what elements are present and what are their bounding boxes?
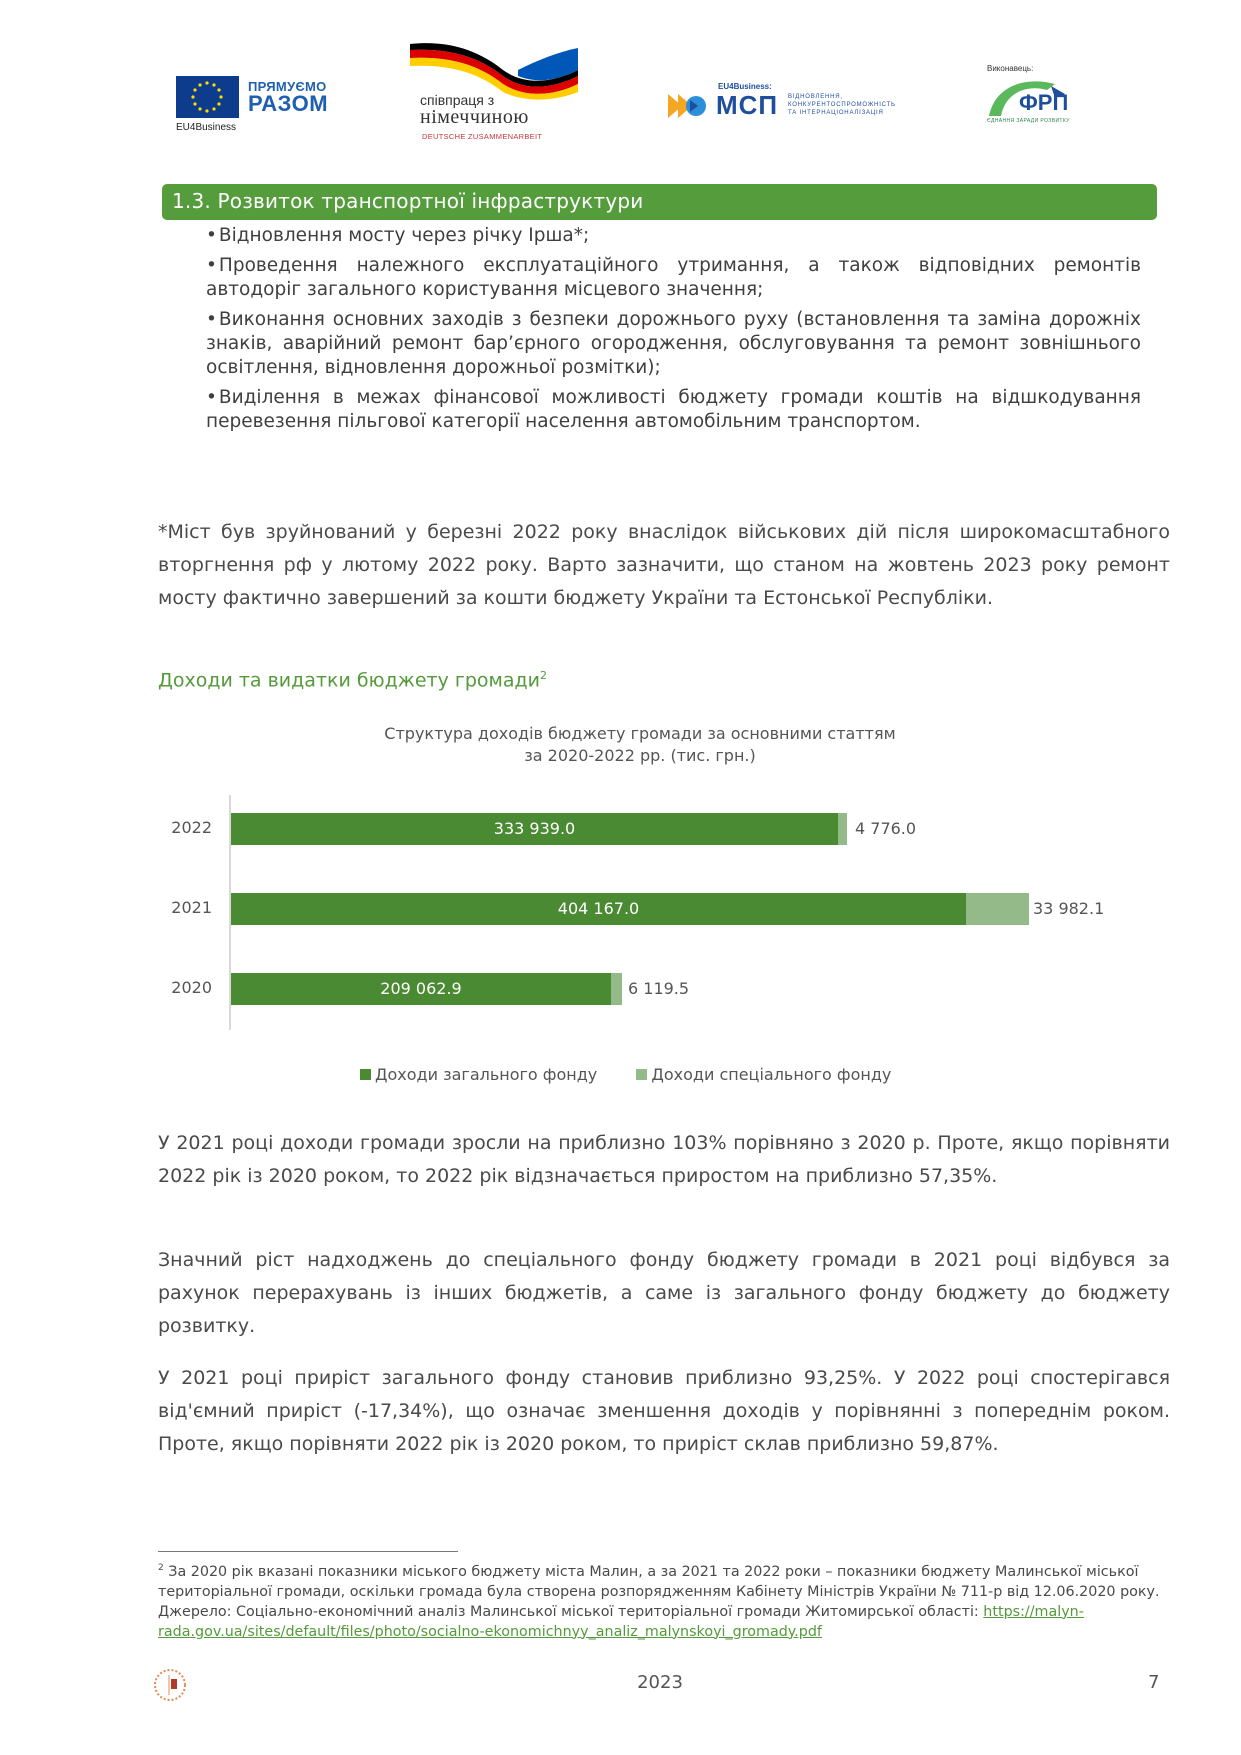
legend-entry-general — [360, 1065, 597, 1084]
page-number: 7 — [1148, 1672, 1160, 1693]
bar-2020-special-fund — [611, 973, 622, 1005]
eu-logo-line2: РАЗОМ — [248, 91, 329, 116]
bar-value-label: 333 939.0 — [493, 819, 576, 838]
legend-swatch-icon — [636, 1069, 647, 1080]
msp-eu-label: EU4Business: — [718, 82, 772, 91]
eu4business-logo — [176, 76, 396, 136]
bar-2022-general-fund — [231, 813, 838, 845]
legend-label: Доходи загального фонду — [375, 1065, 598, 1084]
list-item: • Проведення належного експлуатаційного утримання, а також відповідних ремонтів автодоріг загального користування місцевого значення; — [206, 254, 1141, 302]
bullet-list — [206, 224, 1141, 440]
frp-logo — [985, 64, 1095, 134]
bar-2022-special-fund — [838, 813, 847, 845]
footnote-divider — [158, 1551, 458, 1552]
eu-flag-icon — [176, 76, 239, 118]
bar-2022-special-label: 4 776.0 — [855, 819, 917, 838]
analysis-paragraph-2: Значний ріст надходжень до спеціального фонду бюджету громади в 2021 році відбувся за рахунок перерахувань із інших бюджетів, а саме із загального фонду бюджету до бюджету розвитку. — [158, 1249, 1170, 1337]
category-label-2021: 2021 — [171, 898, 212, 917]
flag-ribbon-icon — [408, 40, 583, 100]
eu-logo-sub: EU4Business — [176, 122, 237, 133]
msp-arrow-icon — [668, 92, 708, 120]
footnote-number: 2 — [158, 1563, 164, 1573]
analysis-paragraph-1: У 2021 році доходи громади зросли на приблизно 103% порівняно з 2020 р. Проте, якщо порівняти 2022 рік із 2020 роком, то 2022 рік відзначається приростом на приблизно 57,35%. — [158, 1132, 1170, 1187]
msp-logo — [668, 80, 908, 125]
budget-subheading — [158, 669, 547, 691]
legend-entry-special — [636, 1065, 891, 1084]
footnote-text: За 2020 рік вказані показники міського бюджету міста Малин, а за 2021 та 2022 роки – показники бюджету Малинської міської територіальної громади, оскільки громада була створена розпорядженням Кабінету Міністрів України № 711-р від 12.06.2020 року. Джерело: Соціально-економічний аналіз Малинської міської територіальної громади Житомирської області: — [158, 1563, 1160, 1620]
list-item: • Відновлення мосту через річку Ірша*; — [206, 224, 1141, 248]
footnote — [158, 1558, 1168, 1642]
legend-swatch-icon — [360, 1069, 371, 1080]
chart-title-line2: за 2020-2022 рр. (тис. грн.) — [524, 746, 756, 765]
eu-logo-line1: ПРЯМУЄМО — [248, 79, 327, 94]
category-label-2022: 2022 — [171, 818, 212, 837]
german-cooperation-logo — [408, 40, 583, 140]
msp-desc-line1: ВІДНОВЛЕННЯ, — [788, 94, 843, 100]
bar-value-label: 209 062.9 — [380, 979, 462, 998]
list-item: • Виділення в межах фінансової можливості бюджету громади коштів на відшкодування перевезення пільгової категорії населення автомобільним транспортом. — [206, 386, 1141, 434]
de-logo-line2: німеччиною — [420, 106, 529, 128]
bridge-note-paragraph: *Міст був зруйнований у березні 2022 року внаслідок військових дій після широкомасштабного вторгнення рф у лютому 2022 року. Варто зазначити, що станом на жовтень 2023 року ремонт мосту фактично завершений за кошти бюджету України та Естонської Республіки. — [158, 521, 1170, 609]
bar-2021-special-fund — [966, 893, 1029, 925]
section-header — [162, 184, 1157, 220]
list-item: • Виконання основних заходів з безпеки дорожнього руху (встановлення та заміна дорожніх знаків, аварійний ремонт бар’єрного огородження, обслуговування та ремонт зовнішнього освітлення, відновлення дорожньої розмітки); — [206, 308, 1141, 380]
bar-2020-special-label: 6 119.5 — [628, 979, 690, 998]
msp-desc-line3: ТА ІНТЕРНАЦІОНАЛІЗАЦІЯ — [788, 109, 884, 116]
bar-2020-general-fund — [231, 973, 611, 1005]
bar-2021-general-fund — [231, 893, 966, 925]
msp-title: МСП — [716, 90, 779, 120]
msp-desc — [788, 94, 896, 117]
bar-value-label: 404 167.0 — [557, 899, 640, 918]
bar-2021-special-label: 33 982.1 — [1033, 899, 1105, 918]
analysis-paragraph-3: У 2021 році приріст загального фонду становив приблизно 93,25%. У 2022 році спостерігався від'ємний приріст (-17,34%), що означає зменшення доходів у порівнянні з попереднім роком. Проте, якщо порівняти 2022 рік із 2020 роком, то приріст склав приблизно 59,87%. — [158, 1367, 1170, 1455]
chart-title-line1: Структура доходів бюджету громади за основними статтям — [384, 724, 896, 743]
frp-label: Виконавець: — [987, 64, 1034, 73]
frp-sub: ЄДНАННЯ ЗАРАДИ РОЗВИТКУ — [987, 118, 1070, 124]
category-label-2020: 2020 — [171, 978, 212, 997]
legend-label: Доходи спеціального фонду — [651, 1065, 892, 1084]
chart-title — [300, 723, 980, 767]
section-title: 1.3. Розвиток транспортної інфраструктури — [172, 189, 644, 213]
de-logo-line3: DEUTSCHE ZUSAMMENARBEIT — [422, 132, 543, 141]
subheading-text: Доходи та видатки бюджету громади — [158, 669, 541, 692]
community-emblem-icon — [152, 1667, 188, 1703]
source-link[interactable]: https://malyn-rada.gov.ua/sites/default/files/photo/socialno-ekonomichnyy_analiz_malynskoyi_gromady.pdf — [158, 1603, 1084, 1640]
footnote-ref[interactable]: 2 — [540, 669, 548, 682]
footer-year: 2023 — [637, 1672, 683, 1693]
msp-desc-line2: КОНКУРЕНТОСПРОМОЖНІСТЬ — [788, 101, 896, 108]
chart-legend — [360, 1065, 925, 1084]
de-logo-line1: співпраця з — [420, 92, 495, 108]
frp-title: ФРП — [1019, 90, 1069, 115]
